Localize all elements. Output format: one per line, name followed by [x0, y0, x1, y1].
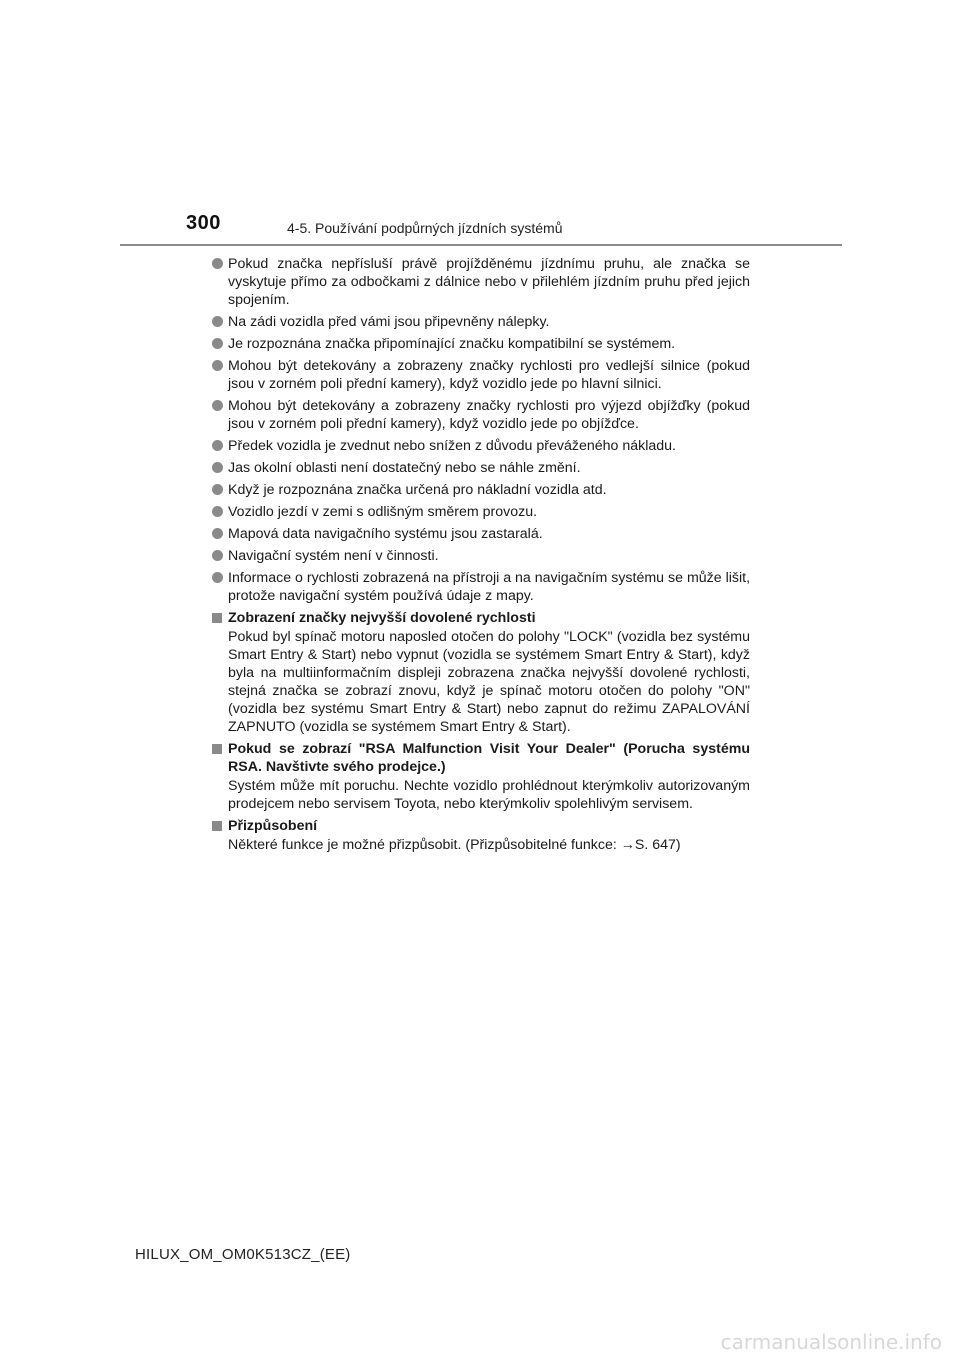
bullet-icon [212, 484, 223, 495]
list-item [210, 357, 750, 393]
bullet-icon [212, 258, 223, 269]
bullet-icon [212, 572, 223, 583]
list-item-text: Mapová data navigačního systému jsou zastaralá. [228, 526, 543, 542]
bullet-icon [212, 528, 223, 539]
list-item [210, 459, 750, 477]
list-item [210, 397, 750, 433]
list-item [210, 437, 750, 455]
section-rsa-malfunction [210, 740, 750, 813]
main-content [210, 255, 750, 858]
section-heading: Pokud se zobrazí "RSA Malfunction Visit Your Dealer" (Porucha systému RSA. Navštivte svého prodejce.) [228, 741, 750, 775]
section-marker-icon [212, 821, 222, 831]
bullet-icon [212, 506, 223, 517]
list-item [210, 503, 750, 521]
list-item-text: Předek vozidla je zvednut nebo snížen z důvodu převáženého nákladu. [228, 438, 677, 454]
list-item-text: Jas okolní oblasti není dostatečný nebo se náhle změní. [228, 460, 581, 476]
header-divider [120, 244, 842, 246]
list-item [210, 525, 750, 543]
list-item [210, 547, 750, 565]
page-header [120, 212, 842, 248]
bullet-icon [212, 550, 223, 561]
list-item [210, 335, 750, 353]
section-marker-icon [212, 613, 222, 623]
bullet-icon [212, 316, 223, 327]
page-number: 300 [186, 212, 221, 234]
list-item-text: Navigační systém není v činnosti. [228, 548, 439, 564]
bullet-icon [212, 400, 223, 411]
section-body: Pokud byl spínač motoru naposled otočen do polohy "LOCK" (vozidla bez systému Smart Entry & Start) nebo vypnut (vozidla se systémem Smart Entry & Start), když byla na multiinformačním displeji zobrazena značka nejvyšší dovolené rychlosti, stejná značka se zobrazí znovu, když je spínač motoru otočen do polohy "ON" (vozidla bez systému Smart Entry & Start) nebo zapnut do režimu ZAPALOVÁNÍ ZAPNUTO (vozidla se systémem Smart Entry & Start). [228, 629, 750, 735]
list-item-text: Mohou být detekovány a zobrazeny značky rychlosti pro výjezd objížďky (pokud jsou v zorném poli přední kamery), když vozidlo jede po objížďce. [228, 398, 750, 432]
list-item [210, 569, 750, 605]
list-item [210, 481, 750, 499]
list-item [210, 313, 750, 331]
list-item-text: Pokud značka nepřísluší právě projížděnému jízdnímu pruhu, ale značka se vyskytuje přímo za odbočkami z dálnice nebo v přilehlém jízdním pruhu před jejich spojením. [228, 256, 750, 308]
section-customization [210, 817, 750, 854]
document-code: HILUX_OM_OM0K513CZ_(EE) [135, 1246, 351, 1263]
list-item-text: Informace o rychlosti zobrazená na přístroji a na navigačním systému se může lišit, protože navigační systém používá údaje z mapy. [228, 570, 751, 604]
section-body: Systém může mít poruchu. Nechte vozidlo prohlédnout kterýmkoliv autorizovaným prodejcem nebo servisem Toyota, nebo kterýmkoliv spolehlivým servisem. [228, 778, 750, 812]
section-speed-sign-display [210, 609, 750, 736]
bullet-icon [212, 338, 223, 349]
list-item-text: Na zádi vozidla před vámi jsou připevněny nálepky. [228, 314, 550, 330]
bullet-icon [212, 440, 223, 451]
list-item [210, 255, 750, 309]
list-item-text: Mohou být detekovány a zobrazeny značky rychlosti pro vedlejší silnice (pokud jsou v zorném poli přední kamery), když vozidlo jede po hlavní silnici. [228, 358, 750, 392]
section-heading: Přizpůsobení [228, 818, 318, 834]
section-marker-icon [212, 744, 222, 754]
section-body: Některé funkce je možné přizpůsobit. (Přizpůsobitelné funkce: →S. 647) [228, 837, 681, 853]
bullet-icon [212, 360, 223, 371]
list-item-text: Je rozpoznána značka připomínající značku kompatibilní se systémem. [228, 336, 676, 352]
list-item-text: Když je rozpoznána značka určená pro nákladní vozidla atd. [228, 482, 607, 498]
section-heading: Zobrazení značky nejvyšší dovolené rychlosti [228, 610, 536, 626]
section-title: 4-5. Používání podpůrných jízdních systémů [287, 220, 563, 236]
watermark: carmanualsonline.info [720, 1330, 942, 1354]
list-item-text: Vozidlo jezdí v zemi s odlišným směrem provozu. [228, 504, 538, 520]
bullet-icon [212, 462, 223, 473]
